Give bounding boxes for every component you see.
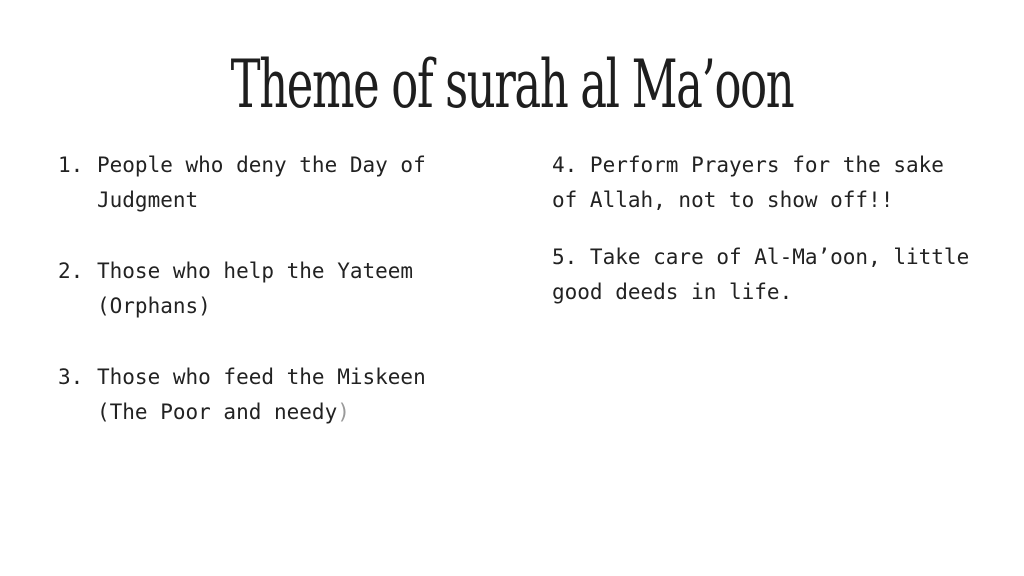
theme-list-right xyxy=(552,148,972,332)
list-item-number: 1. xyxy=(58,153,84,177)
theme-list-left xyxy=(58,148,478,466)
list-item-text: People who deny the Day of Judgment xyxy=(97,153,426,212)
list-item: 5. Take care of Al-Ma’oon, little good deeds in life. xyxy=(552,245,970,304)
list-item xyxy=(58,148,478,218)
list-item: 4. Perform Prayers for the sake of Allah, not to show off!! xyxy=(552,153,944,212)
list-item xyxy=(58,360,478,430)
list-item-text: Those who feed the Miskeen (The Poor and needy xyxy=(97,365,426,424)
list-item xyxy=(58,254,478,324)
list-item-text: Those who help the Yateem (Orphans) xyxy=(97,259,414,318)
list-item-text-wrap xyxy=(97,360,478,430)
closing-parenthesis: ) xyxy=(337,400,350,424)
list-item-number: 2. xyxy=(58,259,84,283)
list-item-number: 3. xyxy=(58,365,84,389)
slide-title: Theme of surah al Ma’oon xyxy=(230,46,794,123)
